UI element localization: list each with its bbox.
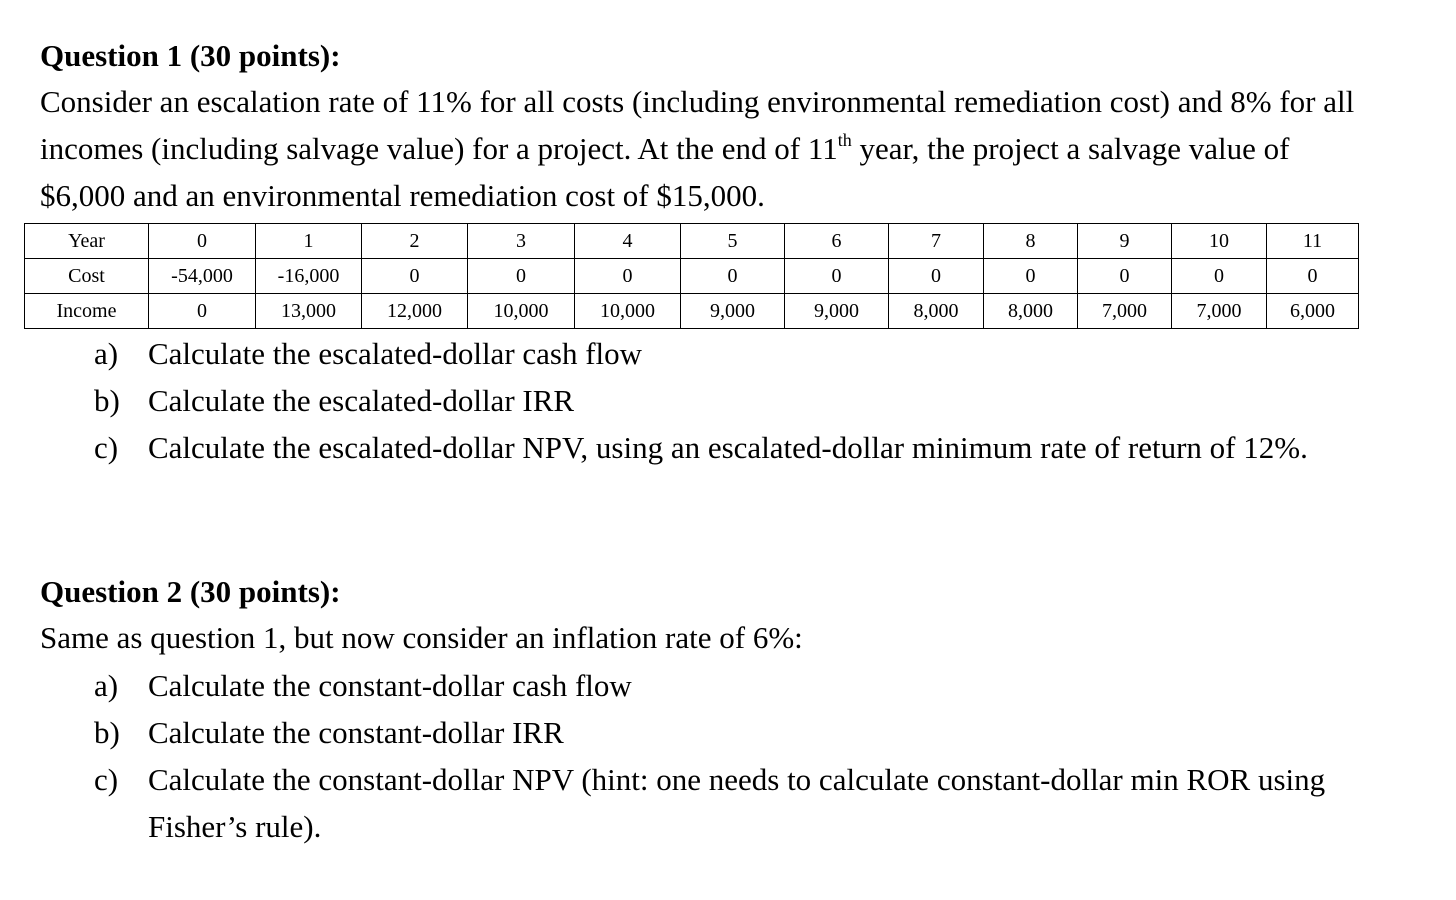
year-cell: 3 [468, 224, 575, 259]
income-cell: 6,000 [1267, 294, 1359, 329]
income-cell: 7,000 [1172, 294, 1267, 329]
cost-cell: 0 [468, 259, 575, 294]
year-label: Year [25, 224, 149, 259]
question-1-title: Question 1 (30 points): [40, 38, 341, 73]
cost-cell: 0 [681, 259, 785, 294]
item-marker: a) [94, 336, 119, 371]
year-cell: 8 [984, 224, 1078, 259]
question-1-paragraph [40, 78, 1354, 219]
cost-cell: -16,000 [256, 259, 362, 294]
cost-cell: 0 [785, 259, 889, 294]
year-cell: 9 [1078, 224, 1172, 259]
year-cell: 1 [256, 224, 362, 259]
year-cell: 4 [575, 224, 681, 259]
year-cell: 10 [1172, 224, 1267, 259]
question-1-line-1: Consider an escalation rate of 11% for all costs (including environmental remediation cost) and 8% for all [40, 84, 1355, 119]
income-cell: 10,000 [575, 294, 681, 329]
cost-row [25, 259, 1359, 294]
year-cell: 11 [1267, 224, 1359, 259]
item-marker: b) [94, 383, 120, 418]
cost-cell: 0 [1172, 259, 1267, 294]
income-cell: 9,000 [681, 294, 785, 329]
item-marker: a) [94, 668, 119, 703]
item-text: Calculate the constant-dollar cash flow [148, 668, 632, 703]
item-text: Calculate the escalated-dollar cash flow [148, 336, 643, 371]
income-cell: 8,000 [984, 294, 1078, 329]
income-cell: 8,000 [889, 294, 984, 329]
cash-flow-table [24, 223, 1359, 329]
income-cell: 9,000 [785, 294, 889, 329]
income-cell: 7,000 [1078, 294, 1172, 329]
question-1-line-2b: year, the project a salvage value of [851, 131, 1290, 166]
item-marker: c) [94, 762, 119, 797]
question-1-line-3: $6,000 and an environmental remediation cost of $15,000. [40, 178, 765, 213]
question-2-title: Question 2 (30 points): [40, 574, 341, 609]
year-cell: 5 [681, 224, 785, 259]
question-1-line-2a: incomes (including salvage value) for a project. At the end of 11 [40, 131, 838, 166]
income-label: Income [25, 294, 149, 329]
income-cell: 13,000 [256, 294, 362, 329]
year-cell: 6 [785, 224, 889, 259]
cost-cell: 0 [889, 259, 984, 294]
year-row [25, 224, 1359, 259]
item-marker: c) [94, 430, 119, 465]
year-cell: 7 [889, 224, 984, 259]
cost-cell: -54,000 [149, 259, 256, 294]
income-row [25, 294, 1359, 329]
income-cell: 10,000 [468, 294, 575, 329]
question-2-paragraph: Same as question 1, but now consider an inflation rate of 6%: [40, 620, 803, 655]
item-text: Calculate the escalated-dollar NPV, using an escalated-dollar minimum rate of return of 12%. [148, 430, 1308, 465]
year-cell: 2 [362, 224, 468, 259]
cost-cell: 0 [1078, 259, 1172, 294]
cost-cell: 0 [575, 259, 681, 294]
item-text: Calculate the constant-dollar IRR [148, 715, 564, 750]
income-cell: 0 [149, 294, 256, 329]
cost-cell: 0 [984, 259, 1078, 294]
cost-cell: 0 [1267, 259, 1359, 294]
cost-cell: 0 [362, 259, 468, 294]
item-text-continued: Fisher’s rule). [148, 809, 322, 844]
cost-label: Cost [25, 259, 149, 294]
item-text: Calculate the escalated-dollar IRR [148, 383, 575, 418]
ordinal-suffix: th [837, 130, 852, 150]
year-cell: 0 [149, 224, 256, 259]
item-marker: b) [94, 715, 120, 750]
income-cell: 12,000 [362, 294, 468, 329]
item-text: Calculate the constant-dollar NPV (hint: one needs to calculate constant-dollar min ROR using [148, 762, 1326, 797]
